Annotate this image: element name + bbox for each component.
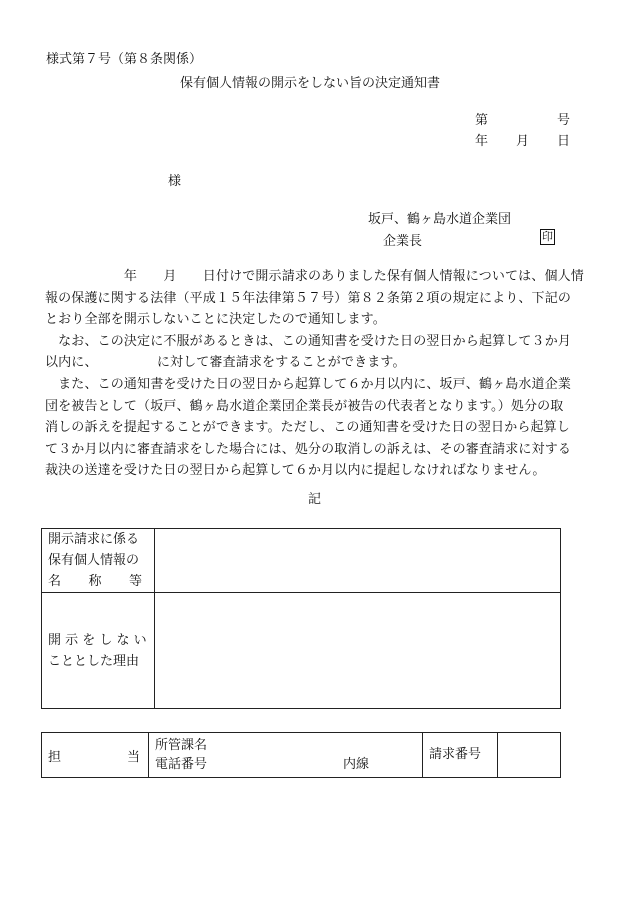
table-row bbox=[42, 593, 561, 709]
body-line: なお、この決定に不服があるときは、この通知書を受けた日の翌日から起算して３か月 bbox=[45, 333, 572, 349]
body-line: とおり全部を開示しないことに決定したので通知します。 bbox=[45, 312, 386, 328]
body-line: 年 月 日付けで開示請求のありました保有個人情報については、個人情 bbox=[45, 269, 584, 284]
body-line: 以内に、 に対して審査請求をすることができます。 bbox=[45, 355, 406, 371]
body-line: 裁決の送達を受けた日の翌日から起算して６か月以内に提起しなければなりません。 bbox=[45, 463, 546, 479]
extension-label: 内線 bbox=[343, 757, 370, 772]
sender-organization: 坂戸、鶴ヶ島水道企業団 bbox=[368, 212, 512, 227]
info-table bbox=[41, 528, 561, 709]
form-id: 様式第７号（第８条関係） bbox=[46, 52, 203, 67]
request-number-label: 請求番号 bbox=[423, 733, 498, 778]
document-title: 保有個人情報の開示をしない旨の決定通知書 bbox=[180, 76, 441, 91]
sender-title: 企業長 bbox=[383, 234, 423, 249]
body-line: 団を被告として（坂戸、鶴ヶ島水道企業団企業長が被告の代表者となります。）処分の取 bbox=[45, 398, 564, 414]
date-year: 年 bbox=[475, 134, 489, 149]
personal-info-name-field[interactable] bbox=[155, 529, 561, 593]
table-row bbox=[42, 529, 561, 593]
tanto-label: 担 当 bbox=[42, 733, 149, 778]
department-phone-cell[interactable] bbox=[149, 733, 423, 778]
table-row bbox=[42, 733, 561, 778]
request-number-field[interactable] bbox=[498, 733, 561, 778]
number-suffix: 号 bbox=[556, 113, 570, 128]
document-date bbox=[475, 130, 570, 149]
date-month: 月 bbox=[515, 134, 529, 149]
notice-body bbox=[45, 266, 585, 482]
phone-label: 電話番号 bbox=[155, 757, 208, 772]
contact-table bbox=[41, 732, 561, 778]
body-line: 消しの訴えを提起することができます。ただし、この通知書を受けた日の翌日から起算し bbox=[45, 420, 570, 436]
body-line: て３か月以内に審査請求をした場合には、処分の取消しの訴えは、その審査請求に対する bbox=[45, 441, 572, 457]
ki-heading: 記 bbox=[308, 492, 322, 507]
body-line: 報の保護に関する法律（平成１５年法律第５７号）第８２条第２項の規定により、下記の bbox=[45, 290, 572, 306]
date-day: 日 bbox=[556, 134, 570, 149]
non-disclosure-reason-field[interactable] bbox=[155, 593, 561, 709]
seal-mark: 印 bbox=[542, 230, 553, 243]
body-line: また、この通知書を受けた日の翌日から起算して６か月以内に、坂戸、鶴ヶ島水道企業 bbox=[45, 376, 572, 392]
addressee-honorific: 様 bbox=[168, 174, 182, 189]
personal-info-name-label: 開示請求に係る 保有個人情報の 名 称 等 bbox=[42, 529, 155, 593]
number-prefix: 第 bbox=[475, 113, 489, 128]
department-label: 所管課名 bbox=[155, 738, 208, 753]
document-number bbox=[475, 109, 570, 128]
non-disclosure-reason-label: 開 示 を し な い こととした理由 bbox=[42, 593, 155, 709]
